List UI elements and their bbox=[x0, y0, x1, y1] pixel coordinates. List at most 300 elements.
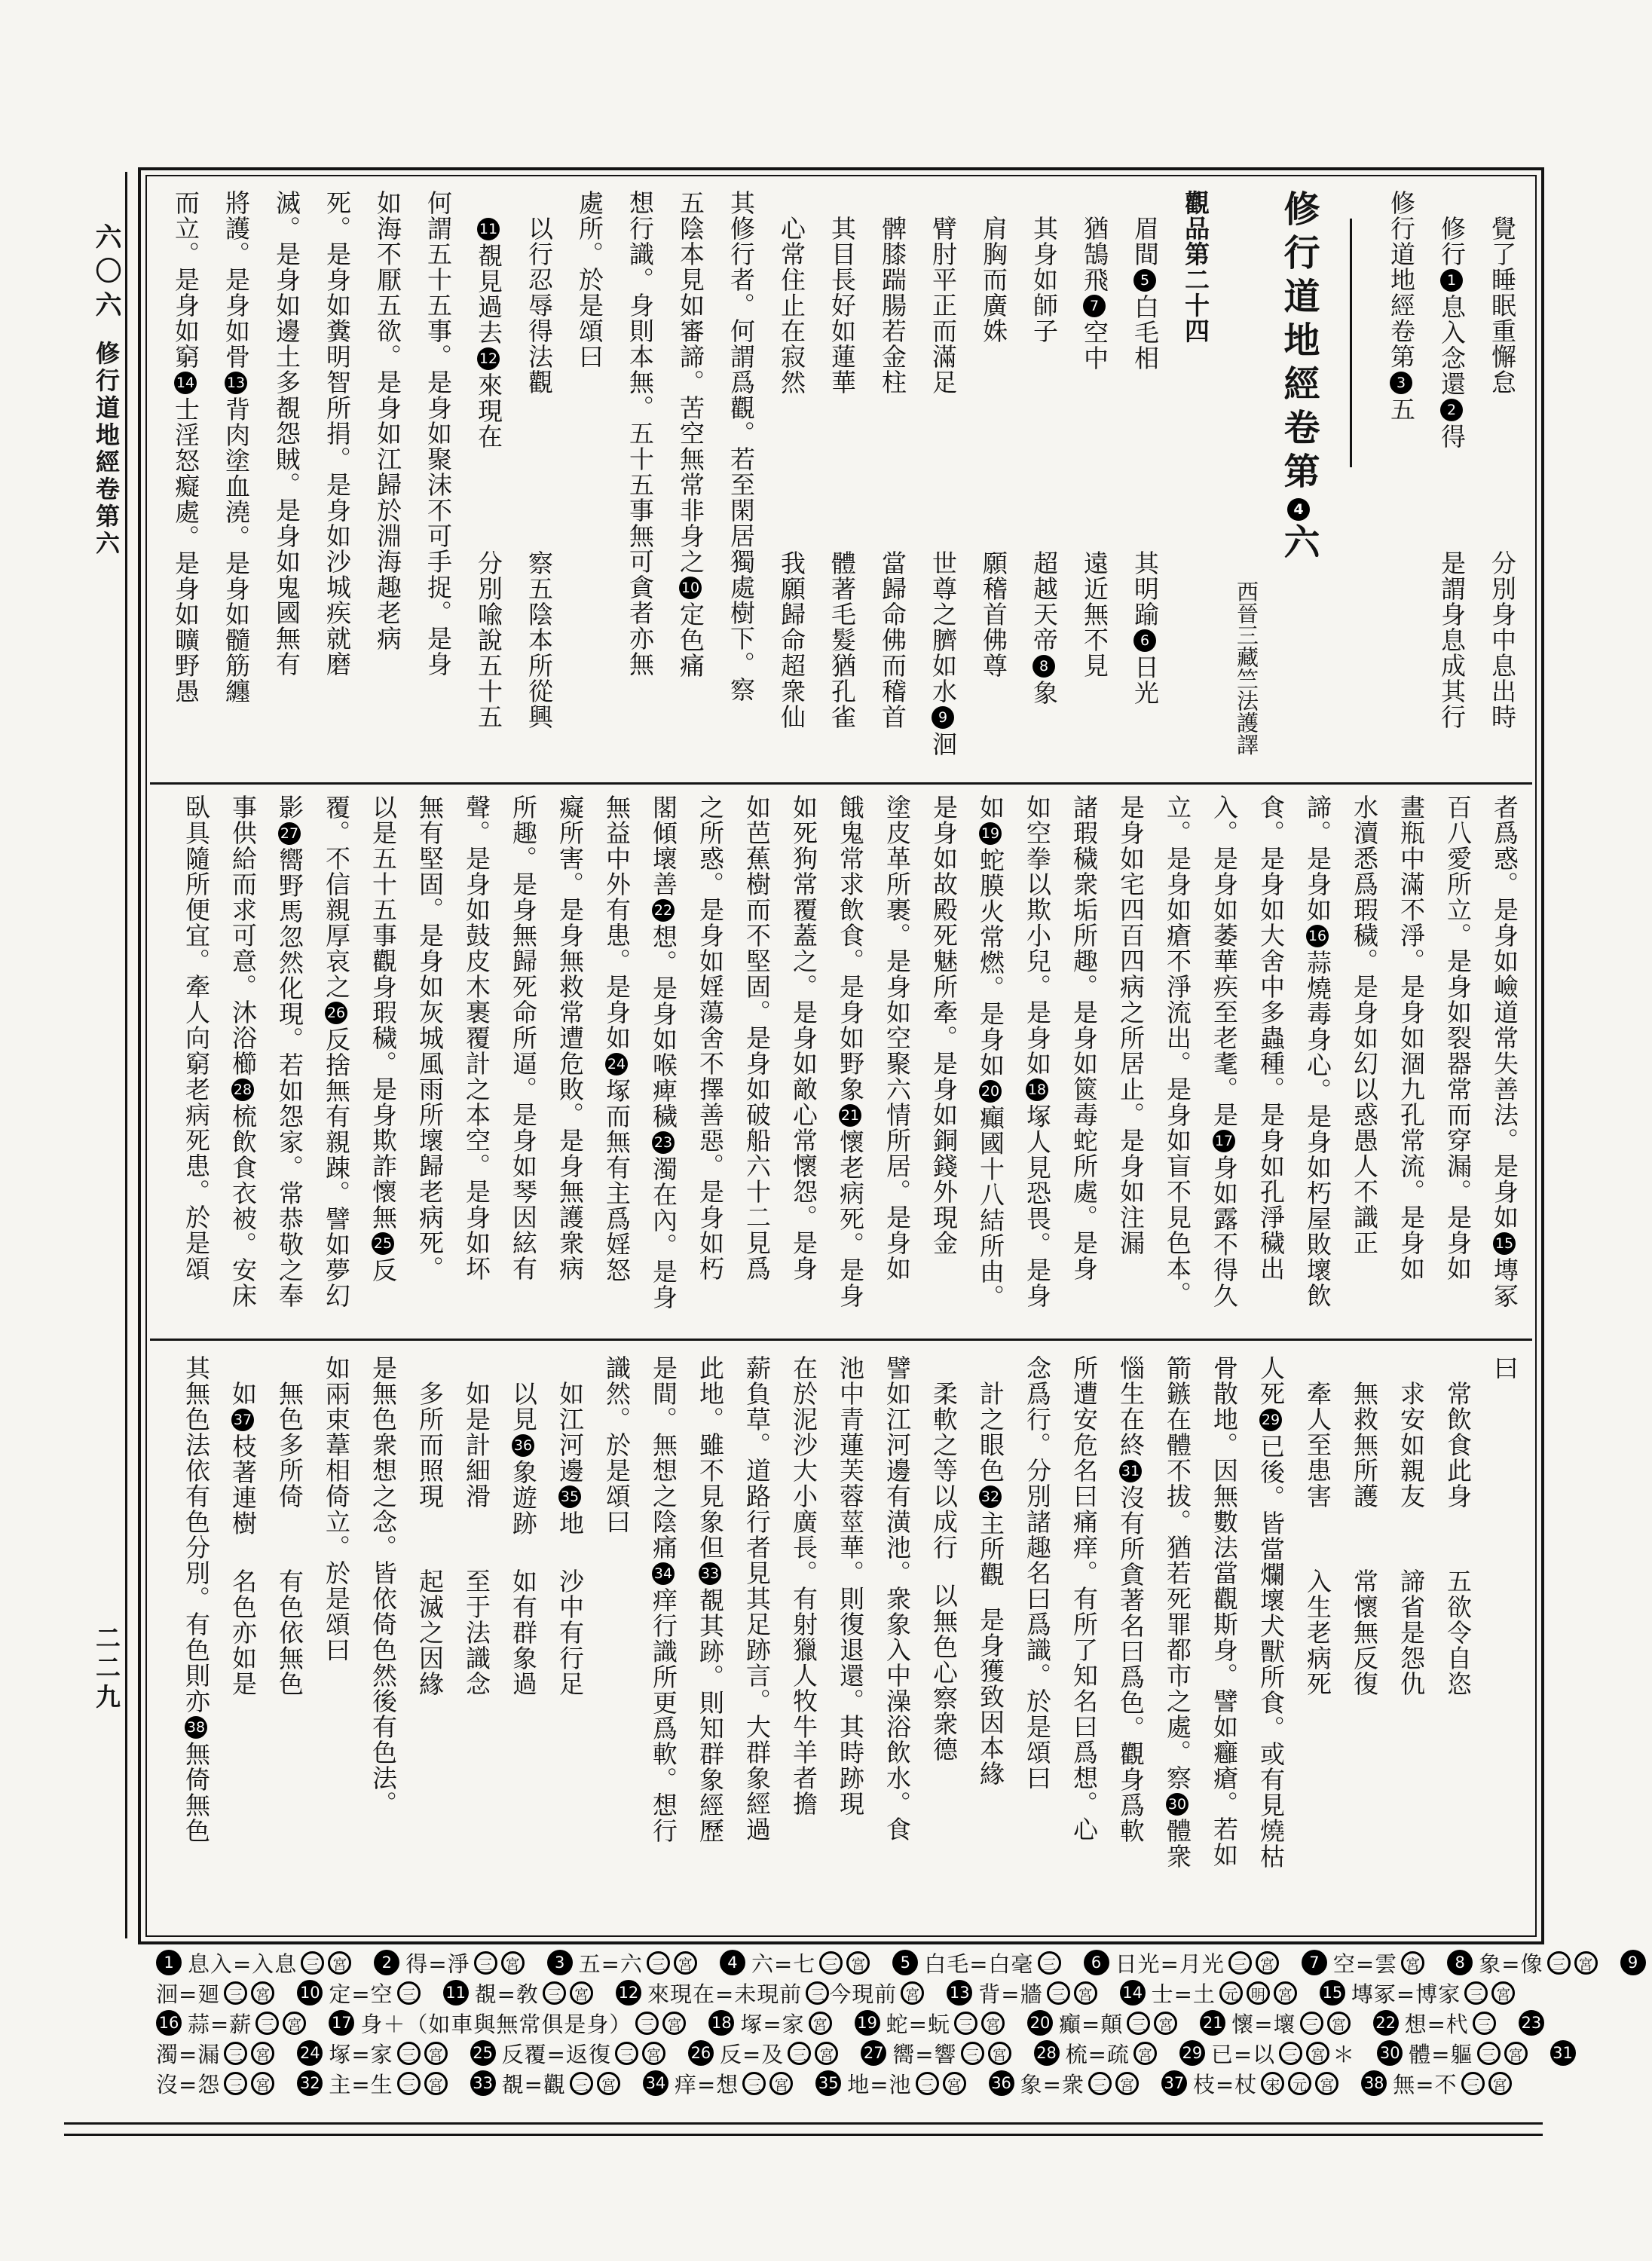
edition-mark: 三 bbox=[1461, 2072, 1485, 2095]
footnote-number: 15 bbox=[1320, 1980, 1345, 2006]
footnote-marker: 12 bbox=[477, 347, 500, 370]
footnote-number: 13 bbox=[947, 1980, 972, 2006]
footnote-entry bbox=[855, 2008, 1005, 2039]
edition-mark: 宮 bbox=[988, 2042, 1011, 2065]
edition-mark: 三 bbox=[954, 2012, 977, 2035]
text-column: 入。是身如萎華疾至老耄。是17身如露不得久 bbox=[1210, 794, 1239, 1308]
footnote-number: 28 bbox=[1034, 2040, 1060, 2066]
footnote-marker: 18 bbox=[1026, 1078, 1048, 1101]
footnote-row bbox=[156, 2038, 1573, 2068]
text-column: 無有堅固。是身如灰城風雨所壞歸老病死。 bbox=[415, 794, 445, 1281]
footnote-number: 10 bbox=[297, 1980, 323, 2006]
footnote-text: 地=池 bbox=[847, 2071, 912, 2097]
edition-mark: 宮 bbox=[1327, 2012, 1351, 2035]
edition-mark: 三 bbox=[806, 1981, 829, 2005]
footnote-text: 覩=敎 bbox=[474, 1981, 539, 2007]
edition-mark: 三 bbox=[397, 1981, 421, 2005]
footnote-text: 反=及 bbox=[719, 2041, 785, 2067]
footnote-marker: 30 bbox=[1166, 1793, 1189, 1816]
footnote-entry bbox=[1302, 1947, 1424, 1978]
footnote-marker: 10 bbox=[679, 577, 702, 599]
text-column: 者爲惑。是身如嶮道常失善法。是身如15塼冢 bbox=[1490, 794, 1519, 1308]
text-column: 其無色法依有色分別。有色則亦38無倚無色 bbox=[182, 1355, 211, 1843]
footnote-number: 20 bbox=[1027, 2010, 1053, 2036]
footnote-entry bbox=[1620, 1950, 1652, 1975]
text-column: 是無色衆想之念。皆依倚色然後有色法。 bbox=[369, 1355, 398, 1816]
footnote-number: 36 bbox=[989, 2070, 1014, 2096]
edition-mark: 宮 bbox=[769, 2072, 793, 2095]
text-column: 諸瑕穢衆垢所趣。是身如篋毒蛇所處。是身 bbox=[1069, 794, 1099, 1281]
footnote-marker: 15 bbox=[1493, 1232, 1516, 1255]
footnote-entry bbox=[1161, 2068, 1338, 2099]
footnote-text: 身＋（如車與無常俱是身） bbox=[360, 2011, 632, 2037]
edition-mark: 三 bbox=[1127, 2012, 1150, 2035]
edition-mark: 宮 bbox=[1401, 1951, 1424, 1975]
footnote-number: 2 bbox=[374, 1950, 399, 1975]
verse-column: 常飲食此身 五欲令自恣 bbox=[1443, 1381, 1473, 1697]
footnote-marker: 29 bbox=[1259, 1409, 1282, 1431]
edition-mark: 三 bbox=[1088, 2072, 1112, 2095]
footnote-marker: 4 bbox=[1287, 498, 1310, 521]
text-column: 臥具隨所便宜。牽人向窮老病死患。於是頌 bbox=[182, 794, 211, 1281]
verse-column: 其身如師子 超越天帝8象 bbox=[1029, 216, 1059, 705]
footnote-entry bbox=[1084, 1947, 1279, 1978]
edition-mark: 三 bbox=[474, 1951, 497, 1975]
text-column: 死。是身如糞明智所捐。是身如沙城疾就磨 bbox=[323, 190, 352, 677]
edition-mark: 宮 bbox=[642, 2042, 665, 2065]
footnote-text: 無=不 bbox=[1393, 2071, 1458, 2097]
footnote-text: 主=生 bbox=[329, 2071, 393, 2097]
text-frame bbox=[138, 167, 1544, 1944]
footnote-number: 31 bbox=[1550, 2040, 1576, 2066]
footnote-number: 30 bbox=[1377, 2040, 1403, 2066]
footnote-entry bbox=[1550, 2040, 1582, 2066]
edition-mark: 宮 bbox=[809, 2012, 832, 2035]
edition-mark: 宮 bbox=[283, 2012, 306, 2035]
footnote-text: 體=軀 bbox=[1409, 2041, 1473, 2067]
footnote-entry bbox=[1034, 2038, 1157, 2069]
edition-mark: 宮 bbox=[943, 2072, 966, 2095]
footnote-text: 息入=入息 bbox=[188, 1950, 298, 1977]
footnote-number: 38 bbox=[1361, 2070, 1387, 2096]
edition-mark: 三 bbox=[224, 2072, 247, 2095]
text-column: 食。是身如大舍中多蟲種。是身如孔淨穢出 bbox=[1256, 794, 1286, 1281]
footnote-text: 蛇=蚖 bbox=[886, 2011, 950, 2037]
text-column: 譬如江河邊有潢池。衆象入中澡浴飲水。食 bbox=[883, 1355, 912, 1842]
text-column: 何謂五十五事。是身如聚沫不可手捉。是身 bbox=[424, 190, 453, 677]
edition-mark: 宮 bbox=[251, 2072, 274, 2095]
text-column: 百八愛所立。是身如裂器常而穿漏。是身如 bbox=[1443, 794, 1473, 1281]
verse-column: 牽人至患害 入生老病死 bbox=[1303, 1381, 1332, 1697]
edition-mark: 宮 bbox=[1115, 2072, 1139, 2095]
footnote-number: 4 bbox=[720, 1950, 745, 1975]
footnote-text: 已=以 bbox=[1210, 2041, 1276, 2067]
footnote-number: 25 bbox=[470, 2040, 496, 2066]
footnote-entry bbox=[547, 1947, 697, 1978]
text-column: 想行識。身則本無。五十五事無可貪者亦無 bbox=[626, 190, 655, 677]
footnote-entry bbox=[297, 2038, 447, 2069]
edition-mark: 三 bbox=[570, 2072, 593, 2095]
footnote-entry bbox=[374, 1947, 524, 1978]
footnote-marker: 2 bbox=[1440, 399, 1463, 421]
footnote-text: 蒜=薪 bbox=[188, 2011, 252, 2037]
footnote-text: 象=像 bbox=[1479, 1950, 1543, 1977]
text-column: 水瀆悉爲瑕穢。是身如幻以惑愚人不識正 bbox=[1350, 794, 1379, 1256]
footnote-entry bbox=[470, 2038, 665, 2069]
edition-mark: 宮 bbox=[846, 1951, 870, 1975]
verse-column: 無救無所護 常懷無反復 bbox=[1350, 1381, 1379, 1697]
footnote-number: 34 bbox=[643, 2070, 668, 2096]
edition-mark: 宮 bbox=[570, 1981, 593, 2005]
footnote-text: 六=七 bbox=[751, 1950, 816, 1977]
edition-mark: 三 bbox=[397, 2042, 421, 2065]
footnote-text: 痒=想 bbox=[674, 2071, 739, 2097]
verse-column: 修行1息入念還2得 是謂身息成其行 bbox=[1437, 216, 1467, 730]
footnote-number: 7 bbox=[1302, 1950, 1327, 1975]
text-column: 餓鬼常求飲食。是身如野象21懷老病死。是身 bbox=[836, 794, 865, 1308]
footnote-number: 32 bbox=[297, 2070, 323, 2096]
text-column: 是身如宅四百四病之所居止。是身如注漏 bbox=[1116, 794, 1146, 1256]
footnote-number: 16 bbox=[156, 2010, 182, 2036]
footnote-marker: 33 bbox=[699, 1562, 721, 1585]
footnote-entry bbox=[1027, 2008, 1177, 2039]
footnote-entry bbox=[688, 2038, 838, 2069]
verse-column: 髀膝踹腸若金柱 當歸命佛而稽首 bbox=[878, 216, 907, 730]
footnote-marker: 5 bbox=[1133, 269, 1156, 292]
scroll-separator-rule bbox=[1326, 188, 1376, 781]
text-column: 曰 bbox=[1490, 1355, 1519, 1381]
text-column: 如空拳以欺小兒。是身如18塚人見恐畏。是身 bbox=[1023, 794, 1052, 1308]
edition-mark: 宮 bbox=[662, 2012, 686, 2035]
text-column: 如海不厭五欲。是身如江歸於淵海趣老病 bbox=[373, 190, 402, 651]
edition-mark: 三 bbox=[224, 1981, 247, 2005]
edition-mark: 三 bbox=[224, 2042, 247, 2065]
edition-mark: 三 bbox=[788, 2042, 811, 2065]
edition-mark: 宮 bbox=[1274, 1981, 1297, 2005]
margin-page-number: 二二九 bbox=[92, 1625, 121, 1713]
footnote-marker: 8 bbox=[1032, 655, 1055, 678]
footnote-entry bbox=[1200, 2008, 1350, 2039]
footnote-text: 枝=杖 bbox=[1192, 2071, 1258, 2097]
footnote-number: 5 bbox=[892, 1950, 918, 1975]
edition-mark: 宮 bbox=[815, 2042, 838, 2065]
edition-mark: 三 bbox=[1279, 2042, 1302, 2065]
edition-mark: 三 bbox=[916, 2072, 939, 2095]
footnote-number: 11 bbox=[443, 1980, 469, 2006]
footnote-entry bbox=[892, 1947, 1060, 1978]
text-column: 箭鏃在體不拔。猶若死罪都市之處。察30體衆 bbox=[1163, 1355, 1192, 1869]
edition-mark: 宮 bbox=[1306, 2042, 1329, 2065]
footnote-text: 想=杙 bbox=[1404, 2011, 1469, 2037]
footnote-entry bbox=[297, 1978, 420, 2009]
footnote-number: 37 bbox=[1161, 2070, 1187, 2096]
footnote-text: 象=衆 bbox=[1020, 2071, 1085, 2097]
footnote-number: 29 bbox=[1179, 2040, 1205, 2066]
margin-running-title: 修行道地經卷第六 bbox=[92, 341, 121, 558]
edition-mark: 三 bbox=[1477, 2042, 1501, 2065]
text-column: 池中青蓮芙蓉莖華。則復退還。其時跡現 bbox=[836, 1355, 865, 1816]
footnote-entry bbox=[156, 2068, 274, 2099]
footnote-marker: 19 bbox=[979, 822, 1002, 845]
footnote-text: 塼冢=博家 bbox=[1351, 1981, 1461, 2007]
chapter-title-column: 觀品第二十四 bbox=[1181, 190, 1210, 344]
footnote-entry bbox=[616, 1978, 924, 2009]
footnote-text: 塚=家 bbox=[740, 2011, 805, 2037]
text-column: 以是五十五事觀身瑕穢。是身欺詐懷無25反 bbox=[369, 794, 398, 1283]
footnote-marker: 31 bbox=[1119, 1460, 1142, 1482]
text-column: 處所。於是頌曰 bbox=[575, 190, 604, 369]
edition-mark: 宮 bbox=[251, 1981, 274, 2005]
text-column: 其修行者。何謂爲觀。若至閑居獨處樹下。察 bbox=[727, 190, 756, 702]
verse-column: 柔軟之等以成行 以無色心察衆德 bbox=[929, 1381, 959, 1762]
register-divider bbox=[150, 1339, 1532, 1341]
footnote-number: 14 bbox=[1120, 1980, 1146, 2006]
bottom-rule bbox=[64, 2134, 1543, 2136]
footnote-entry bbox=[1447, 1947, 1597, 1978]
footnote-marker: 1 bbox=[1440, 269, 1463, 292]
footnote-text: 背=牆 bbox=[978, 1981, 1043, 2007]
edition-mark: 明 bbox=[1247, 1981, 1270, 2005]
footnote-number: 1 bbox=[156, 1950, 182, 1975]
footnote-entry bbox=[861, 2038, 1011, 2069]
edition-mark: 宮 bbox=[1574, 1951, 1598, 1975]
footnote-entry bbox=[156, 1947, 351, 1978]
verse-column: 計之眼色32主所觀 是身獲致因本緣 bbox=[976, 1381, 1005, 1786]
text-column: 惱生在終31沒有所貪著名曰爲色。觀身爲軟 bbox=[1116, 1355, 1146, 1843]
footnote-entry bbox=[643, 2068, 793, 2099]
text-column: 癡所害。是身無救常遭危敗。是身無護衆病 bbox=[555, 794, 585, 1281]
footnote-text: 來現在=未現前 bbox=[647, 1981, 803, 2007]
edition-mark: 元 bbox=[1219, 1981, 1243, 2005]
text-column: 所遭安危名曰痛痒。有所了知名曰爲想。心 bbox=[1069, 1355, 1099, 1842]
text-column: 如芭蕉樹而不堅固。是身如破船六十二見爲 bbox=[742, 794, 772, 1281]
edition-mark: 三 bbox=[543, 1981, 566, 2005]
text-column: 覆。不信親厚哀之26反捨無有親踈。譬如夢幻 bbox=[322, 794, 351, 1308]
edition-mark: 三 bbox=[615, 2042, 638, 2065]
footnote-marker: 26 bbox=[325, 1002, 347, 1024]
footnote-marker: 13 bbox=[225, 372, 247, 394]
edition-mark: 三 bbox=[1547, 1951, 1571, 1975]
text-column: 閣傾壞善22想。是身如喉痺穢23濁在內。是身 bbox=[649, 794, 678, 1310]
footnote-entry bbox=[720, 1947, 870, 1978]
verse-column: 猶鵠飛7空中 遠近無不見 bbox=[1080, 216, 1109, 678]
footnote-text: 空=雲 bbox=[1332, 1950, 1398, 1977]
text-column: 是間。無想之陰痛34痒行識所更爲軟。想行 bbox=[649, 1355, 678, 1843]
edition-mark: 元 bbox=[1288, 2072, 1311, 2095]
scroll-title-column: 修行道地經卷第4六 bbox=[1277, 190, 1320, 567]
footnote-text: 今現前 bbox=[829, 1981, 898, 2007]
text-column: 如兩束葦相倚立。於是頌曰 bbox=[322, 1355, 351, 1663]
text-column: 畫瓶中滿不淨。是身如涸九孔常流。是身如 bbox=[1397, 794, 1426, 1281]
footnote-entry bbox=[329, 2008, 686, 2039]
text-column: 在於泥沙大小廣長。有射獵人牧牛羊者擔 bbox=[789, 1355, 818, 1816]
text-column: 如19蛇膜火常燃。是身如20癲國十八結所由。 bbox=[976, 794, 1005, 1310]
edition-mark: 三 bbox=[647, 1951, 670, 1975]
footnote-entry bbox=[1179, 2038, 1354, 2069]
footnote-entry bbox=[1519, 2010, 1550, 2036]
verse-column: 臂肘平正而滿足 世尊之臍如水9洄 bbox=[928, 216, 958, 757]
text-column: 如死狗常覆蓋之。是身如敵心常懷怨。是身 bbox=[789, 794, 818, 1281]
text-column: 聲。是身如鼓皮木裹覆計之本空。是身如坏 bbox=[462, 794, 491, 1281]
edition-mark: 三 bbox=[1464, 1981, 1488, 2005]
footnote-number: 21 bbox=[1200, 2010, 1225, 2036]
verse-column: 肩胸而廣姝 願稽首佛尊 bbox=[979, 216, 1008, 678]
edition-mark: 宮 bbox=[251, 2042, 274, 2065]
edition-mark: 宮 bbox=[1256, 1951, 1279, 1975]
footnote-marker: 21 bbox=[839, 1104, 861, 1127]
text-column: 薪負草。道路行者見其足跡言。大群象經過 bbox=[742, 1355, 772, 1842]
footnote-text: 癲=顛 bbox=[1058, 2011, 1124, 2037]
text-column: 骨散地。因無數法當觀斯身。譬如癰瘡。若如 bbox=[1210, 1355, 1239, 1868]
footnote-text: 反覆=返復 bbox=[501, 2041, 611, 2067]
footnote-entry bbox=[443, 1978, 593, 2009]
text-column: 之所惑。是身如婬蕩舍不擇善惡。是身如朽 bbox=[696, 794, 725, 1281]
footnote-number: 6 bbox=[1084, 1950, 1109, 1975]
footnote-text: 定=空 bbox=[329, 1981, 393, 2007]
footnote-marker: 36 bbox=[512, 1434, 534, 1457]
footnote-marker: 22 bbox=[652, 899, 675, 922]
register-middle bbox=[154, 793, 1528, 1332]
edition-mark: 三 bbox=[255, 2012, 279, 2035]
text-column: 此地。雖不見象但33覩其跡。則知群象經歷 bbox=[696, 1355, 725, 1843]
footnote-text: 白毛=白毫 bbox=[924, 1950, 1034, 1977]
register-top bbox=[154, 188, 1528, 781]
footnote-marker: 16 bbox=[1306, 925, 1329, 947]
footnote-text: 懷=壞 bbox=[1231, 2011, 1296, 2037]
footnote-marker: 35 bbox=[558, 1485, 581, 1508]
edition-mark: 宮 bbox=[1491, 1981, 1515, 2005]
edition-mark: 三 bbox=[1047, 1981, 1070, 2005]
text-column: 是身如故殿死魅所牽。是身如銅錢外現金 bbox=[929, 794, 959, 1256]
edition-mark: 宮 bbox=[1154, 2012, 1177, 2035]
edition-mark: 宮 bbox=[674, 1951, 697, 1975]
edition-mark: 宮 bbox=[1074, 1981, 1097, 2005]
footnote-entry bbox=[156, 2038, 274, 2069]
edition-mark: 三 bbox=[1473, 2012, 1496, 2035]
verse-column: 如37枝著連樹 名色亦如是 bbox=[228, 1381, 258, 1697]
footnote-row bbox=[156, 2008, 1540, 2038]
footnote-marker: 34 bbox=[652, 1562, 675, 1585]
footnote-entry bbox=[1373, 2008, 1496, 2039]
verse-column: 以行忍辱得法觀 察五陰本所從興 bbox=[525, 216, 554, 730]
edition-mark: 三 bbox=[819, 1951, 843, 1975]
register-bottom bbox=[154, 1354, 1528, 1923]
edition-mark: 宮 bbox=[1488, 2072, 1512, 2095]
footnote-marker: 11 bbox=[477, 218, 500, 240]
edition-mark: 三 bbox=[301, 1951, 324, 1975]
register-divider bbox=[150, 782, 1532, 785]
edition-mark: 宋 bbox=[1261, 2072, 1284, 2095]
footnote-number: 12 bbox=[616, 1980, 641, 2006]
footnote-marker: 3 bbox=[1390, 372, 1412, 394]
footnote-number: 17 bbox=[329, 2010, 354, 2036]
verse-column: 以見36象遊跡 如有群象過 bbox=[509, 1381, 538, 1697]
footnote-entry bbox=[815, 2068, 965, 2099]
footnote-number: 3 bbox=[547, 1950, 573, 1975]
footnote-number: 9 bbox=[1620, 1950, 1646, 1975]
footnote-number: 19 bbox=[855, 2010, 880, 2036]
footnote-number: 18 bbox=[708, 2010, 734, 2036]
footnote-marker: 20 bbox=[979, 1080, 1002, 1103]
edition-mark: 宮 bbox=[901, 1981, 924, 2005]
footnote-marker: 9 bbox=[932, 706, 954, 729]
edition-mark: 三 bbox=[1038, 1951, 1061, 1975]
footnote-marker: 6 bbox=[1133, 629, 1156, 652]
edition-mark: 宮 bbox=[1504, 2042, 1528, 2065]
footnote-row bbox=[156, 1978, 1540, 2008]
footnote-text: 塚=家 bbox=[329, 2041, 393, 2067]
footnote-number: 35 bbox=[815, 2070, 841, 2096]
bottom-rule bbox=[64, 2122, 1543, 2125]
footnote-marker: 17 bbox=[1213, 1130, 1235, 1152]
footnote-number: 23 bbox=[1519, 2010, 1544, 2036]
text-column: 滅。是身如邊土多覩怨賊。是身如鬼國無有 bbox=[272, 190, 301, 677]
text-column: 念爲行。分別諸趣名曰爲識。於是頌曰 bbox=[1023, 1355, 1052, 1791]
footnote-text: 覩=觀 bbox=[501, 2071, 566, 2097]
text-column: 人死29已後。皆當爛壞犬獸所食。或有見燒枯 bbox=[1256, 1355, 1286, 1869]
translator-column: 西晉三藏竺法護譯 bbox=[1234, 580, 1259, 755]
edition-mark: 三 bbox=[961, 2042, 984, 2065]
footnote-text: 沒=怨 bbox=[156, 2071, 221, 2097]
margin-rule bbox=[125, 172, 127, 1938]
text-column: 諦。是身如16蒜燒毒身心。是身如朽屋敗壞飲 bbox=[1303, 794, 1332, 1308]
verse-column: 心常住止在寂然 我願歸命超衆仙 bbox=[777, 216, 806, 730]
edition-mark: 宮 bbox=[424, 2072, 448, 2095]
footnote-marker: 27 bbox=[278, 822, 301, 845]
verse-column: 無色多所倚 有色依無色 bbox=[275, 1381, 304, 1697]
verse-column: 求安如親友 諦省是怨仇 bbox=[1397, 1381, 1426, 1697]
footnote-text: 士=土 bbox=[1151, 1981, 1216, 2007]
text-column: 影27嚮野馬忽然化現。若如怨家。常恭敬之奉 bbox=[275, 794, 304, 1308]
text-column: 無益中外有患。是身如24塚而無有主爲婬怒 bbox=[602, 794, 632, 1283]
edition-mark: 宮 bbox=[981, 2012, 1005, 2035]
footnote-marker: 14 bbox=[174, 372, 197, 394]
footnote-marker: 38 bbox=[185, 1716, 207, 1739]
footnote-number: 27 bbox=[861, 2040, 886, 2066]
footnote-text: 梳=疏 bbox=[1065, 2041, 1130, 2067]
edition-mark: 三 bbox=[397, 2072, 421, 2095]
footnote-text: 日光=月光 bbox=[1115, 1950, 1225, 1977]
footnote-text: 得=淨 bbox=[405, 1950, 470, 1977]
footnote-marker: 37 bbox=[231, 1409, 254, 1431]
verse-column: 眉間5白毛相 其明踰6日光 bbox=[1130, 216, 1160, 705]
footnote-entry bbox=[947, 1978, 1097, 2009]
text-column: 事供給而求可意。沐浴櫛28梳飲食衣被。安床 bbox=[228, 794, 258, 1308]
verse-column: 如是計細滑 至于法識念 bbox=[462, 1381, 491, 1697]
footnote-number: 24 bbox=[297, 2040, 323, 2066]
footnote-text: 濁=漏 bbox=[156, 2041, 221, 2067]
footnote-marker: 28 bbox=[231, 1078, 254, 1101]
footnote-marker: 23 bbox=[652, 1131, 675, 1154]
text-column: 所趣。是身無歸死命所逼。是身如琴因絃有 bbox=[509, 794, 538, 1281]
text-column: 將護。是身如骨13背肉塗血澆。是身如髓筋纏 bbox=[222, 190, 251, 704]
text-column: 五陰本見如審諦。苦空無常非身之10定色痛 bbox=[676, 190, 705, 678]
verse-column: 覺了睡眠重懈怠 分別身中息出時 bbox=[1488, 216, 1517, 730]
edition-mark: 三 bbox=[1300, 2012, 1323, 2035]
margin-volume-number: 六〇六 bbox=[91, 223, 122, 325]
footnote-marker: 7 bbox=[1083, 295, 1106, 317]
edition-mark: 宮 bbox=[1315, 2072, 1338, 2095]
footnote-number: 26 bbox=[688, 2040, 714, 2066]
text-column: 立。是身如瘡不淨流出。是身如盲不見色本。 bbox=[1163, 794, 1192, 1307]
footnote-entry bbox=[156, 1978, 274, 2009]
footnote-suffix: ＊ bbox=[1332, 2041, 1355, 2067]
footnote-entry bbox=[1320, 1978, 1515, 2009]
footnote-entry bbox=[1120, 1978, 1297, 2009]
footnote-entry bbox=[1361, 2068, 1511, 2099]
footnote-text: 洄=廻 bbox=[156, 1981, 221, 2007]
edition-mark: 三 bbox=[1228, 1951, 1252, 1975]
